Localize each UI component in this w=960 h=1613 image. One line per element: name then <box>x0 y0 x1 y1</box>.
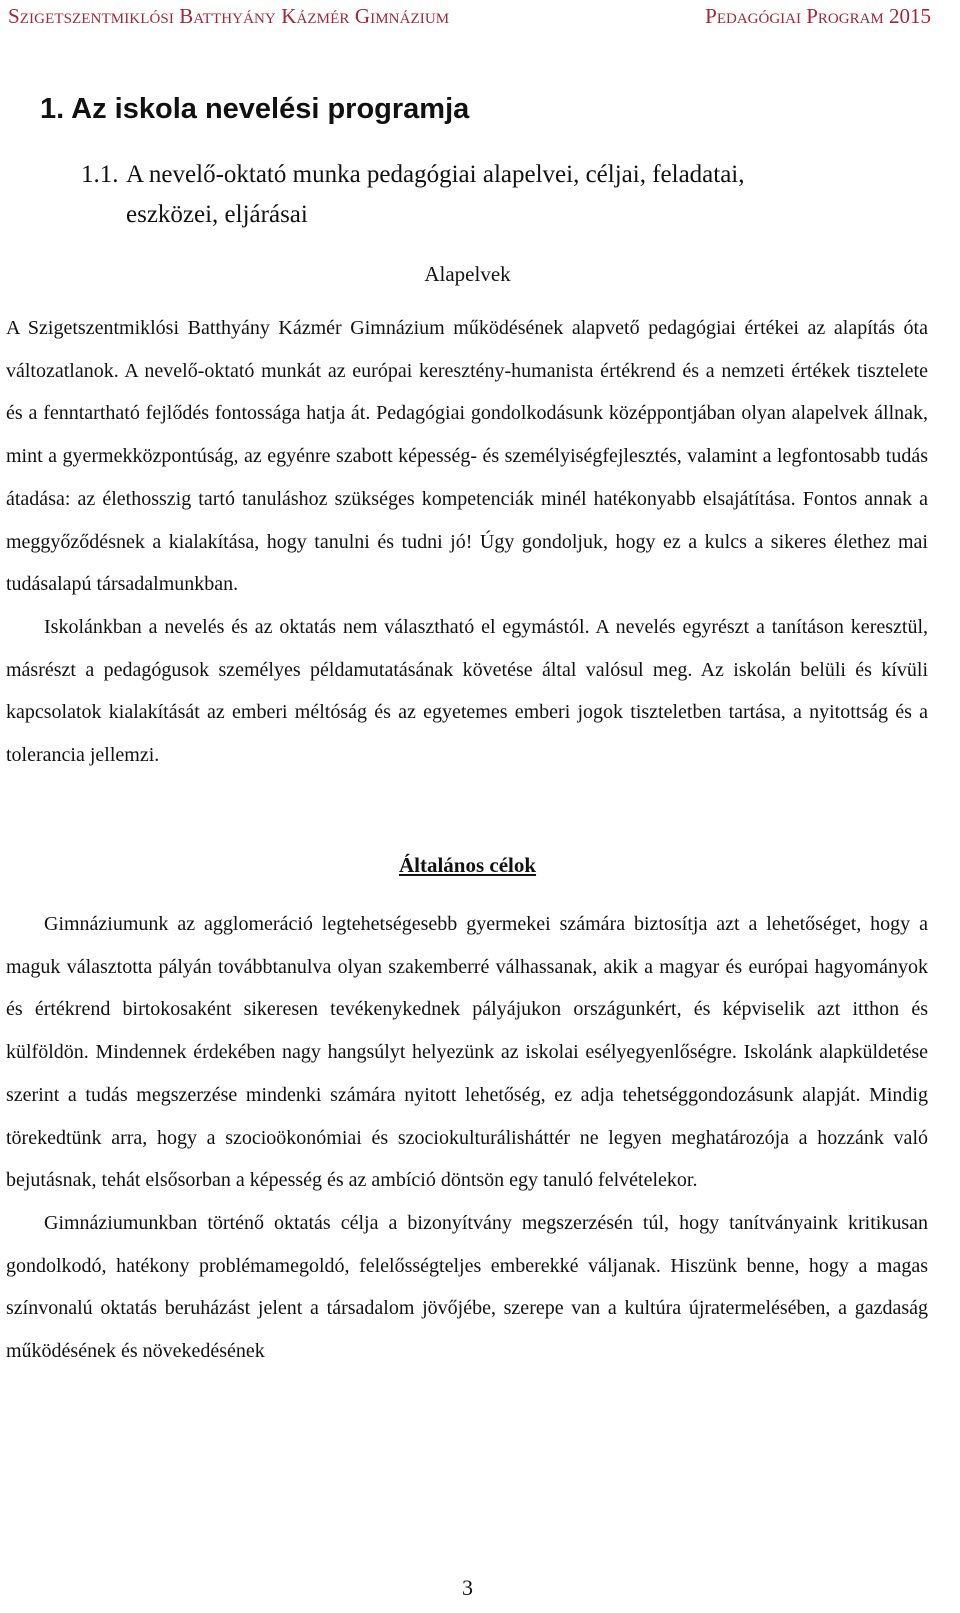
subsection-title-altalanos-celok: Általános célok <box>398 853 537 877</box>
paragraph: Gimnáziumunk az agglomeráció legtehetségesebb gyermekei számára biztosítja azt a lehetőséget, hogy a maguk választotta pályán továbbtanulva olyan szakemberré válhassanak, akik a magyar és európai hagyományok és értékrend birtokosaként sikeresen tevékenykednek pályájukon országunkért, és képviselik azt itthon és külföldön. Mindennek érdekében nagy hangsúlyt helyezünk az iskolai esélyegyenlőségre. Iskolánk alapküldetése szerint a tudás megszerzése mindenki számára nyitott lehetőség, ez adja tehetséggondozásunk alapját. Mindig törekedtünk arra, hogy a szocioökonómiai és szociokulturálisháttér ne legyen meghatározója a hozzánk való bejutásnak, tehát elsősorban a képesség és az ambíció döntsön egy tanuló felvételekor. <box>6 913 928 1192</box>
running-header-school: Szigetszentmiklósi Batthyány Kázmér Gimnázium <box>8 4 450 28</box>
page-number: 3 <box>462 1575 473 1600</box>
subsection-title-alapelvek: Alapelvek <box>424 262 511 286</box>
section-heading-line2: eszközei, eljárásai <box>126 201 308 228</box>
section-heading-line1: A nevelő-oktató munka pedagógiai alapelvei, céljai, feladatai, <box>126 161 745 188</box>
altalanos-celok-body <box>6 903 928 1373</box>
paragraph: Gimnáziumunkban történő oktatás célja a bizonyítvány megszerzésén túl, hogy tanítványaink kritikusan gondolkodó, hatékony problémamegoldó, felelősségteljes emberekké váljanak. Hiszünk benne, hogy a magas színvonalú oktatás beruházást jelent a társadalom jövőjébe, szerepe van a kultúra újratermelésében, a gazdaság működésének és növekedésének <box>6 1211 928 1363</box>
alapelvek-body <box>6 307 928 777</box>
section-number: 1.1. <box>81 161 119 188</box>
running-header-document: Pedagógiai Program 2015 <box>705 4 931 28</box>
paragraph: A Szigetszentmiklósi Batthyány Kázmér Gimnázium működésének alapvető pedagógiai értékei az alapítás óta változatlanok. A nevelő-oktató munkát az európai keresztény-humanista értékrend és a nemzeti értékek tisztelete és a fenntartható fejlődés fontossága hatja át. Pedagógiai gondolkodásunk középpontjában olyan alapelvek állnak, mint a gyermekközpontúság, az egyénre szabott képesség- és személyiségfejlesztés, valamint a legfontosabb tudás átadása: az élethosszig tartó tanuláshoz szükséges kompetenciák minél hatékonyabb elsajátítása. Fontos annak a meggyőződésnek a kialakítása, hogy tanulni és tudni jó! Úgy gondoljuk, hogy ez a kulcs a sikeres élethez mai tudásalapú társadalmunkban. <box>6 317 928 596</box>
paragraph: Iskolánkban a nevelés és az oktatás nem választható el egymástól. A nevelés egyrészt a tanításon keresztül, másrészt a pedagógusok személyes példamutatásának követése által valósul meg. Az iskolán belüli és kívüli kapcsolatok kialakítását az emberi méltóság és az egyetemes emberi jogok tiszteletben tartása, a nyitottság és a tolerancia jellemzi. <box>6 615 928 767</box>
section-heading <box>81 155 901 235</box>
chapter-heading: 1. Az iskola nevelési programja <box>40 93 470 125</box>
